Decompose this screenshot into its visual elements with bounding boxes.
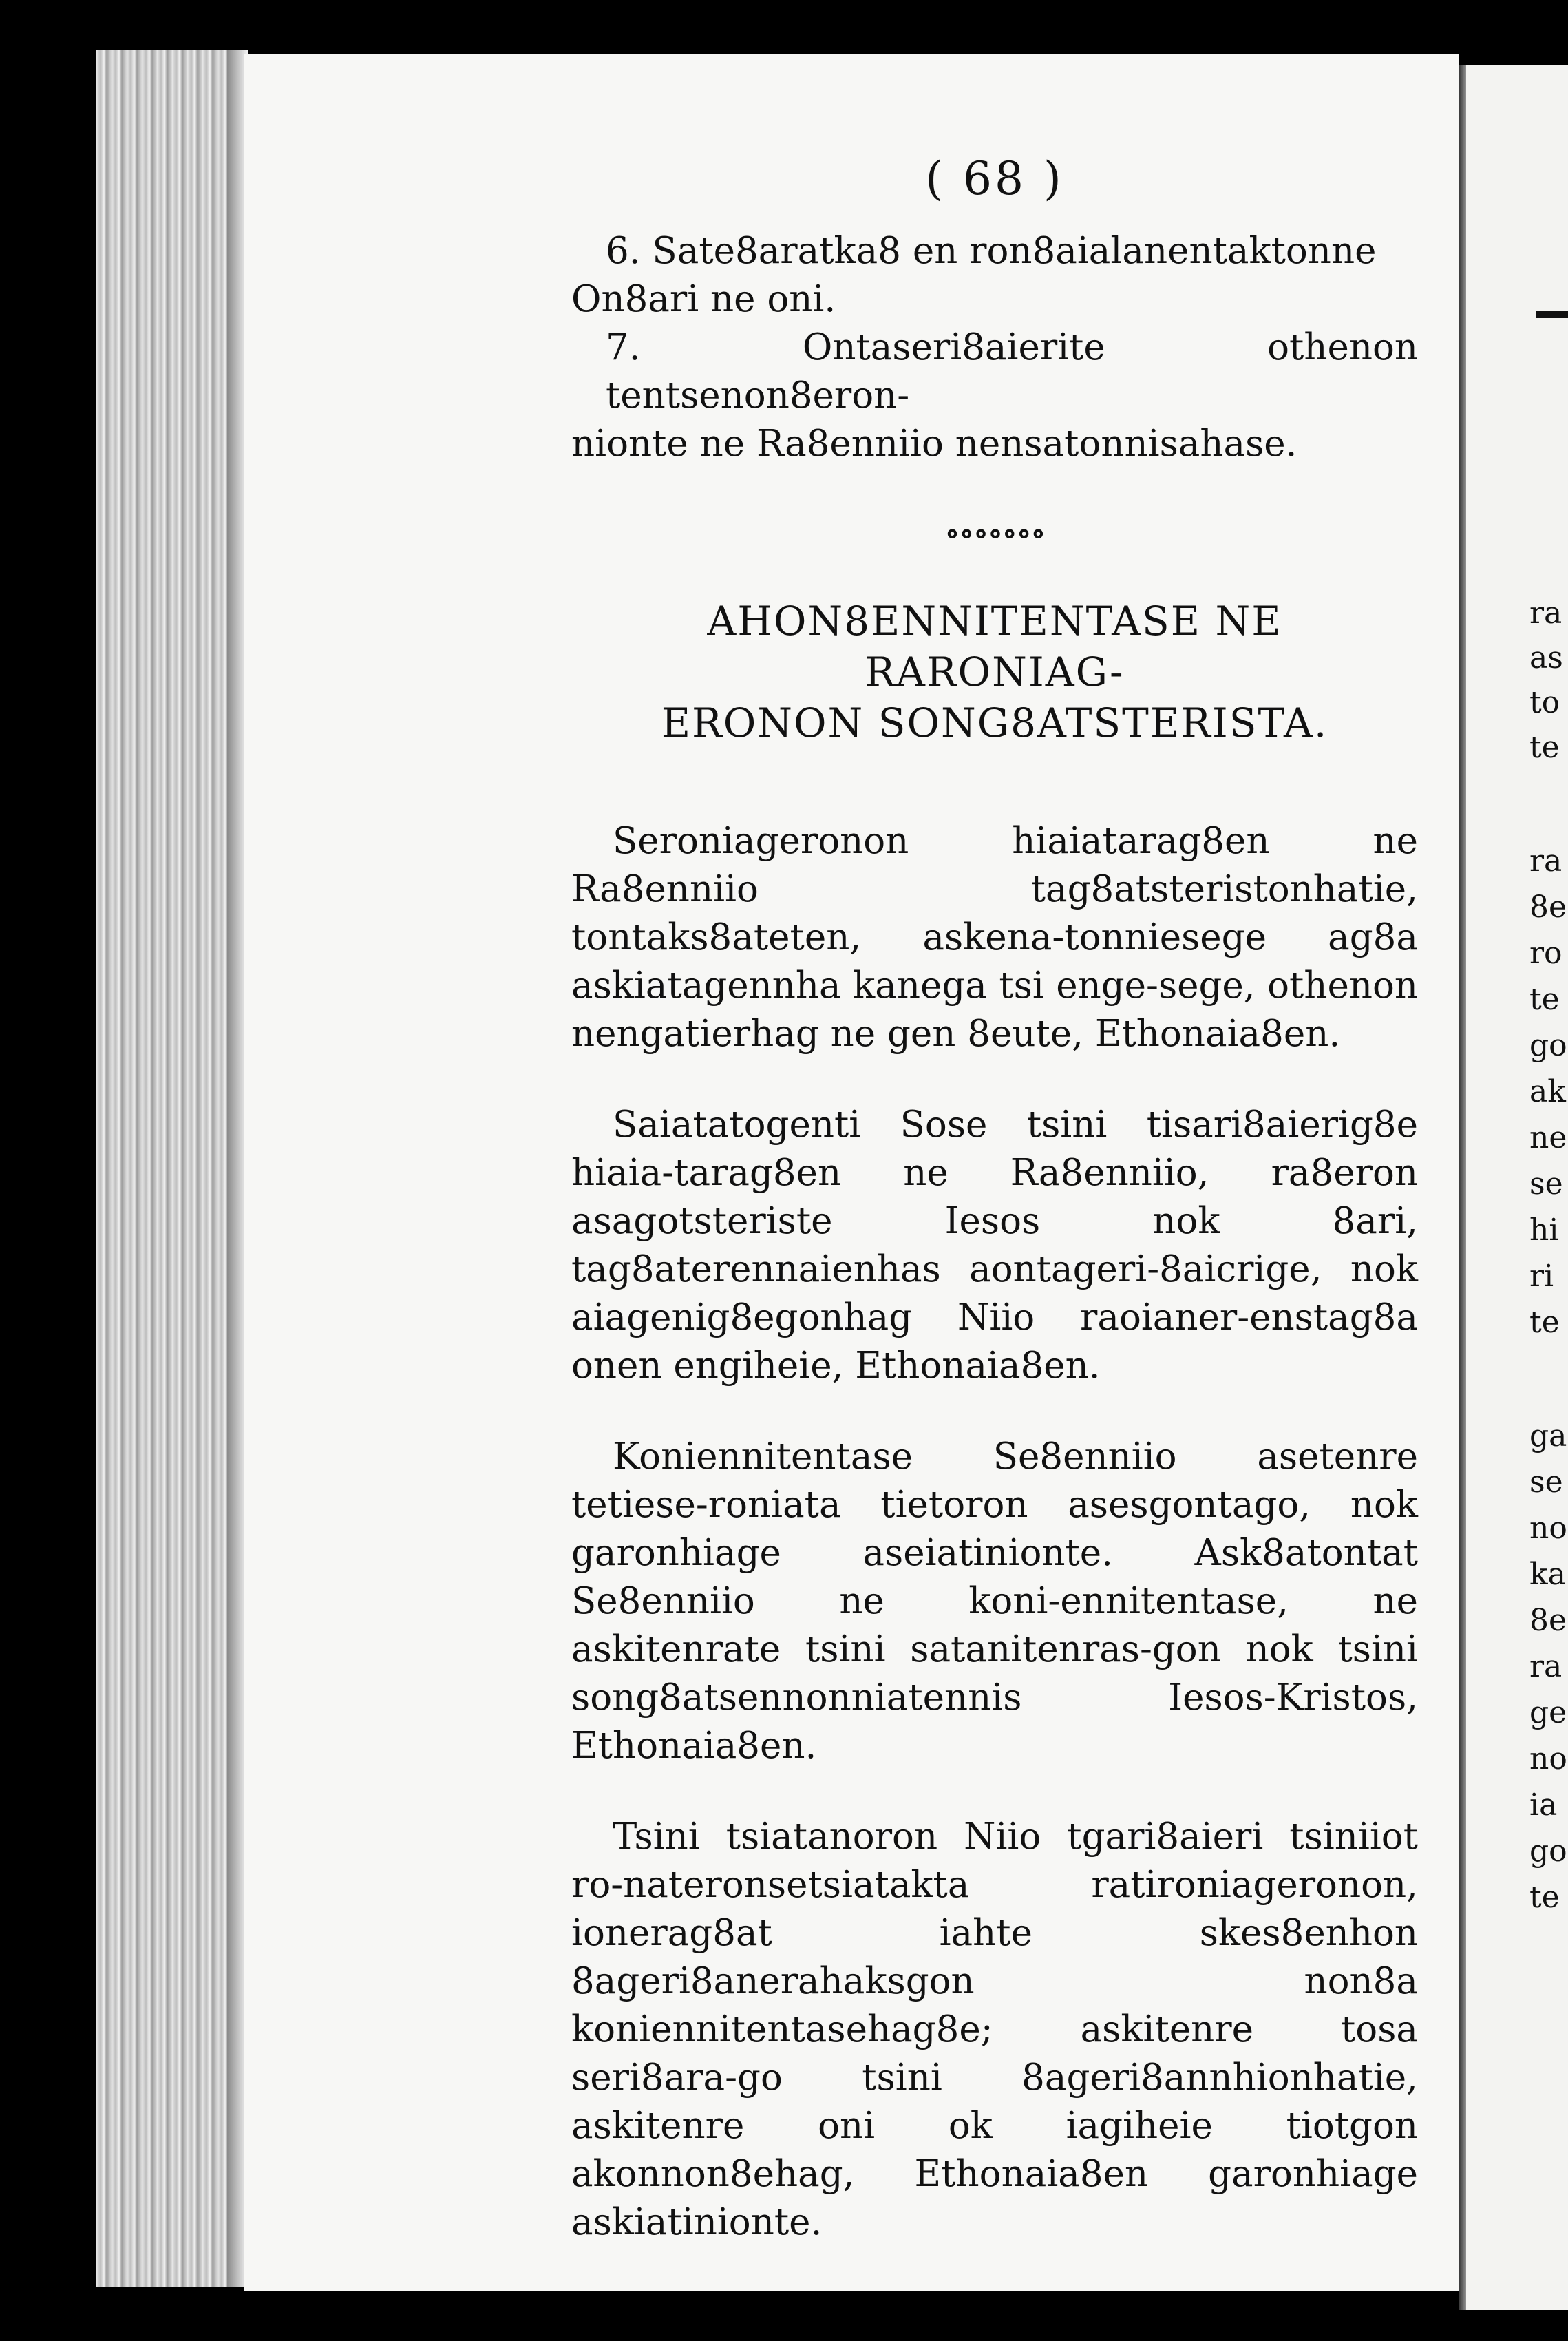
- facing-page-fragment: te: [1529, 730, 1560, 765]
- ornament-divider: ∘∘∘∘∘∘∘: [944, 516, 1045, 551]
- facing-page-fragment: ak: [1529, 1074, 1566, 1109]
- paragraph: Tsini tsiatanoron Niio tgari8aieri tsiniiot ro-nateronsetsiatakta ratironiageronon, ionerag8at iahte skes8enhon 8ageri8anerahaksgon non8a koniennitentasehag8e; askitenre tosa seri8ara-go tsini 8ageri8annhionhatie, askitenre oni ok iagiheie tiotgon akonnon8ehag, Ethonaia8en garonhiage askiatinionte.: [571, 1816, 1418, 2243]
- list-item: [571, 324, 1418, 468]
- paragraph: Koniennitentase Se8enniio asetenre tetiese-roniata tietoron asesgontago, nok garonhiage aseiatinionte. Ask8atontat Se8enniio ne koni-ennitentase, ne askitenrate tsini satanitenras-gon nok tsini song8atsennonniatennis Iesos-Kristos, Ethonaia8en.: [571, 1436, 1418, 1767]
- section-heading-line: ERONON SONG8ATSTERISTA.: [661, 700, 1328, 746]
- facing-page-fragment: te: [1529, 1880, 1560, 1915]
- page-text: [571, 152, 1418, 2289]
- page-number: ( 68 ): [925, 152, 1064, 205]
- facing-page-fragment: 8e: [1529, 890, 1567, 925]
- facing-page-fragment: ra: [1529, 596, 1562, 631]
- list-item-line: 7. Ontaseri8aierite othenon tentsenon8eron-: [606, 326, 1418, 417]
- facing-page-fragment: ia: [1529, 1787, 1558, 1823]
- facing-page-fragment: ra: [1529, 1649, 1562, 1684]
- facing-page-fragment: ge: [1529, 1695, 1567, 1730]
- facing-page-fragment: go: [1529, 1028, 1567, 1063]
- facing-page-fragment: se: [1529, 1465, 1563, 1500]
- facing-page-rule: [1536, 311, 1568, 318]
- paragraph: Seroniageronon hiaiatarag8en ne Ra8enniio tag8atsteristonhatie, tontaks8ateten, askena-tonniesege ag8a askiatagennha kanega tsi enge-sege, othenon nengatierhag ne gen 8eute, Ethonaia8en.: [571, 820, 1418, 1055]
- facing-page-fragment: go: [1529, 1834, 1567, 1869]
- facing-page-fragment: te: [1529, 982, 1560, 1017]
- facing-page-fragment: te: [1529, 1305, 1560, 1340]
- facing-page-fragment: ne: [1529, 1120, 1567, 1155]
- paragraph: Saiatatogenti Sose tsini tisari8aierig8e hiaia-tarag8en ne Ra8enniio, ra8eron asagotsteriste Iesos nok 8ari, tag8aterennaienhas aontageri-8aicrige, nok aiagenig8egonhag Niio raoianer-enstag8a onen engiheie, Ethonaia8en.: [571, 1104, 1418, 1387]
- facing-page-fragment: no: [1529, 1741, 1567, 1776]
- list-item: [571, 227, 1418, 324]
- section-heading: [571, 596, 1418, 748]
- list-item-line: 6. Sate8aratka8 en ron8aialanentaktonne: [606, 230, 1377, 272]
- facing-page-fragment: as: [1529, 640, 1563, 675]
- facing-page-fragment: 8e: [1529, 1603, 1567, 1638]
- facing-page-fragment: ra: [1529, 843, 1562, 879]
- facing-page-fragment: se: [1529, 1166, 1563, 1201]
- facing-page-fragment: no: [1529, 1511, 1567, 1546]
- facing-page-fragment: ro: [1529, 936, 1562, 971]
- facing-page-fragment: to: [1529, 685, 1560, 720]
- book-spine: [96, 50, 244, 2287]
- facing-page-fragment: ga: [1529, 1418, 1567, 1453]
- facing-page-fragment: hi: [1529, 1213, 1559, 1248]
- section-heading-line: AHON8ENNITENTASE NE RARONIAG-: [707, 598, 1282, 695]
- facing-page-fragment: ka: [1529, 1557, 1566, 1592]
- list-item-line: On8ari ne oni.: [571, 278, 836, 320]
- list-item-line: nionte ne Ra8enniio nensatonnisahase.: [571, 423, 1297, 465]
- facing-page-fragment: ri: [1529, 1259, 1554, 1294]
